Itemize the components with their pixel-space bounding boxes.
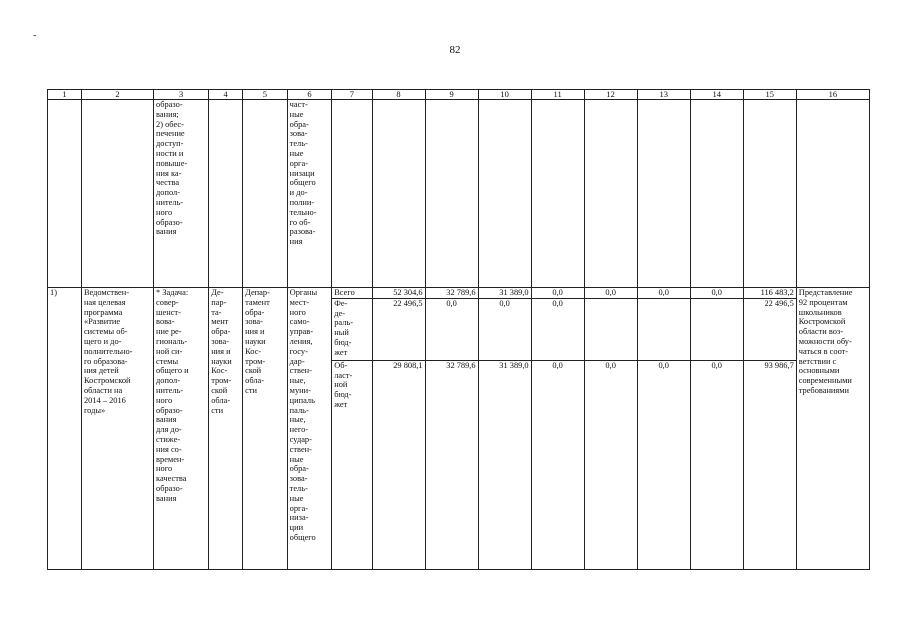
value-cell-total: 93 986,7 <box>743 360 796 569</box>
value-cell: 52 304,6 <box>372 288 425 299</box>
table-cell <box>209 100 243 288</box>
funding-source: Об- ласт- ной бюд- жет <box>332 360 372 569</box>
col-header: 6 <box>287 90 332 100</box>
table-cell <box>372 100 425 288</box>
table-cell <box>478 100 531 288</box>
value-cell: 22 496,5 <box>372 298 425 360</box>
value-cell-total: 22 496,5 <box>743 298 796 360</box>
col-header: 4 <box>209 90 243 100</box>
value-cell: 0,0 <box>531 298 584 360</box>
value-cell: 0,0 <box>531 288 584 299</box>
value-cell <box>690 298 743 360</box>
row-number: 1) <box>48 288 82 570</box>
value-cell: 0,0 <box>690 288 743 299</box>
table-cell <box>81 100 153 288</box>
value-cell: 0,0 <box>690 360 743 569</box>
table-cell <box>531 100 584 288</box>
page-number: 82 <box>449 44 461 56</box>
col-header: 7 <box>332 90 372 100</box>
value-cell <box>637 298 690 360</box>
col-header: 9 <box>425 90 478 100</box>
table-cell <box>690 100 743 288</box>
budget-table <box>47 89 870 570</box>
col-header: 12 <box>584 90 637 100</box>
participants: Органы мест- ного само- управ- ления, госу- дар- ствен- ные, муни- ципаль паль- ные, него- судар- ствен- ные обра- зова- тель- ные орга- низа- ции общего <box>287 288 332 570</box>
table-cell <box>48 100 82 288</box>
value-cell-total: 116 483,2 <box>743 288 796 299</box>
table-cell <box>743 100 796 288</box>
table-cell <box>332 100 372 288</box>
responsible-executor: Депар- тамент обра- зова- ния и науки Кос- тром- ской обла- сти <box>243 288 288 570</box>
value-cell: 0,0 <box>637 360 690 569</box>
value-cell: 0,0 <box>425 298 478 360</box>
value-cell: 0,0 <box>531 360 584 569</box>
value-cell <box>584 298 637 360</box>
col-header: 1 <box>48 90 82 100</box>
value-cell: 0,0 <box>637 288 690 299</box>
column-number-row <box>48 90 870 100</box>
value-cell: 32 789,6 <box>425 360 478 569</box>
table-cell <box>796 100 869 288</box>
table-cell <box>425 100 478 288</box>
value-cell: 0,0 <box>478 298 531 360</box>
value-cell: 32 789,6 <box>425 288 478 299</box>
expected-result: Представление 92 процентам школьников Костромской области воз- можности обу- чаться в соот- ветствии с основными современными требованиями <box>796 288 869 570</box>
value-cell: 29 808,1 <box>372 360 425 569</box>
col-header: 3 <box>154 90 209 100</box>
program-name: Ведомствен- ная целевая программа «Развитие системы об- щего и до- полнительно- го образова- ния детей Костромской области на 2014 – 2016 годы» <box>81 288 153 570</box>
col-header: 11 <box>531 90 584 100</box>
col-header: 16 <box>796 90 869 100</box>
table-cell <box>243 100 288 288</box>
coordinator: Де- пар- та- мент обра- зова- ния и науки Кос- тром- ской обла- сти <box>209 288 243 570</box>
value-cell: 0,0 <box>584 288 637 299</box>
corner-mark: - <box>33 30 37 41</box>
funding-source: Всего <box>332 288 372 299</box>
continuation-row <box>48 100 870 288</box>
col-header: 15 <box>743 90 796 100</box>
table-cell <box>637 100 690 288</box>
col-header: 5 <box>243 90 288 100</box>
value-cell: 0,0 <box>584 360 637 569</box>
executors-continued: част- ные обра- зова- тель- ные орга- низаци общего и до- полни- тельно- го об- разова- ния <box>287 100 332 288</box>
task-continued: образо- вания; 2) обес- печение доступ- ности и повыше- ния ка- чества допол- нитель- ного образо- вания <box>154 100 209 288</box>
value-cell: 31 389,0 <box>478 288 531 299</box>
col-header: 10 <box>478 90 531 100</box>
table-cell <box>584 100 637 288</box>
program-row-total <box>48 288 870 299</box>
col-header: 8 <box>372 90 425 100</box>
value-cell: 31 389,0 <box>478 360 531 569</box>
program-task: * Задача: совер- шенст- вова- ние ре- гиональ- ной си- стемы общего и допол- нитель- ного образо- вания для до- стиже- ния со- времен- ного качества образо- вания <box>154 288 209 570</box>
col-header: 13 <box>637 90 690 100</box>
col-header: 14 <box>690 90 743 100</box>
col-header: 2 <box>81 90 153 100</box>
funding-source: Фе- де- раль- ный бюд- жет <box>332 298 372 360</box>
